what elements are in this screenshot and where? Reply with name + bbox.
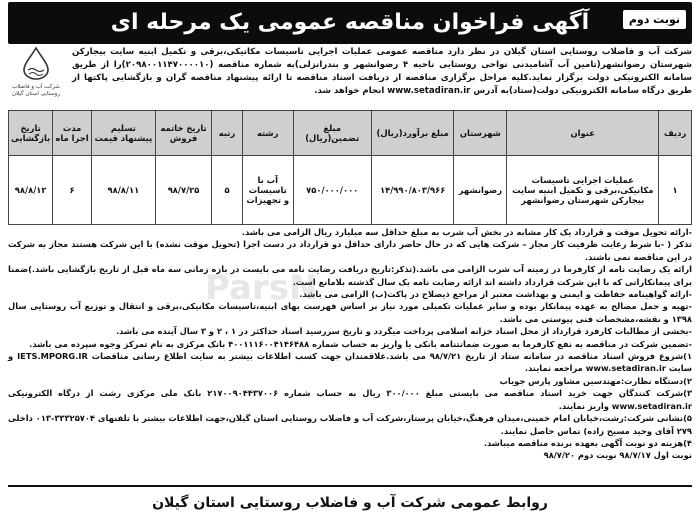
title-bar: [8, 2, 692, 44]
watermark: ParsN: [205, 268, 318, 308]
cell-opening: ۹۸/۸/۱۲: [9, 156, 53, 225]
condition-item: ۴)هزینه دو نوبت آگهی بعهده برنده مناقصه میباشد.: [483, 437, 692, 448]
condition-item: -ارائه گواهینامه حفاظت و ایمنی و بهداشت معتبر از مراجع ذیصلاح در پاکت(ب) الزامی می باشد.: [299, 289, 692, 300]
cell-title: عملیات اجرایی تاسیسات مکانیکی،برقی و تکمیل ابنیه سایت بیجارکن شهرستان رضوانشهر: [507, 156, 659, 225]
condition-item: ارائه یک رضایت نامه از کارفرما در زمینه آب شرب الزامی می باشد.(تذکر:تاریخ دریافت رضایت نامه می بایست در بازه زمانی سه ماه قبل از تاریخ بازگشایی باشد.)ضمنا برای پیمانکارانی که با این شرکت قرارداد داشته اند ارائه رضایت نامه یک سال گذشته بلامانع است.: [8, 264, 692, 287]
condition-item: ۵)نشانی شرکت:رشت،خیابان امام خمینی،میدان فرهنگ،خیابان پرستار،شرکت آب و فاضلاب روستایی استان گیلان،جهت اطلاعات بیشتر با تلفنهای ۳۳۳۲۵۷۰۴-۰۱۳ داخلی ۲۷۹ آقای وحید مسیح زاده) تماس حاصل نمایند.: [8, 413, 692, 436]
intro-paragraph: شرکت آب و فاضلاب روستایی استان گیلان در نظر دارد مناقصه عمومی عملیات اجرایی تاسیسات مکانیکی،برقی و تکمیل ابنیه سایت بیجارکن شهرستان رضوانشهر(تامین آب آشامیدنی نواحی روستایی ناحیه ۴ رضوانشهر و بندرانزلی)به شماره مناقصه (۲۰۹۸۰۰۱۱۴۷۰۰۰۰۱۰)را از طریق سامانه الکترونیکی دولت برگزار نماید.کلیه مراحل برگزاری مناقصه از دریافت اسناد مناقصه تا ارائه پیشنهاد مناقصه گران و بازگشایی پاکتها از طریق درگاه سامانه الکترونیکی دولت(ستاد)به آدرس www.setadiran.ir انجام خواهد شد.: [72, 47, 692, 96]
footer-public-relations: روابط عمومی شرکت آب و فاضلاب روستایی استان گیلان: [152, 495, 548, 511]
header-field: رشته: [242, 111, 293, 156]
cell-estimate: ۱۴/۹۹۰/۸۰۳/۹۶۶: [371, 156, 454, 225]
header-sale-end: تاریخ خاتمه فروش: [155, 111, 211, 156]
condition-item: ۱)شروع فروش اسناد مناقصه در سامانه ستاد از تاریخ ۹۸/۷/۲۱ می باشد.علاقمندان جهت کسب اطلاعات بیشتر به سایت اطلاع رسانی مناقصات IETS.MPORG.IR و سایت www.setadiran.ir مراجعه نمایند.: [8, 351, 693, 374]
header-row-number: ردیف: [659, 111, 692, 156]
header-opening: تاریخ بازگشایی: [9, 111, 53, 156]
condition-item: نوبت اول ۹۸/۷/۱۷ نوبت دوم ۹۸/۷/۲۰: [543, 450, 692, 461]
header-city: شهرستان: [454, 111, 507, 156]
header-duration: مدت اجرا ماه: [53, 111, 92, 156]
header-title: عنوان: [507, 111, 659, 156]
condition-item: ۳)شرکت کنندگان جهت خرید اسناد مناقصه می بایستی مبلغ ۳۰۰/۰۰۰ ریال به حساب شماره ۲۱۷۰۰۹۰۴۴۳۷۰۰۶ بانک ملی مرکزی رشت از درگاه الکترونیکی www.setadiran.ir واریز نمایند.: [8, 388, 693, 411]
cell-grade: ۵: [212, 156, 243, 225]
cell-field: آب با تاسیسات و تجهیزات: [242, 156, 293, 225]
water-drop-logo-icon: [16, 46, 56, 80]
round-tag: نوبت دوم: [623, 10, 686, 29]
header-grade: رتبه: [212, 111, 243, 156]
cell-row-number: ۱: [659, 156, 692, 225]
cell-duration: ۶: [53, 156, 92, 225]
cell-sale-end: ۹۸/۷/۲۵: [155, 156, 211, 225]
header-submission: تسلیم پیشنهاد قیمت: [91, 111, 155, 156]
cell-submission: ۹۸/۸/۱۱: [91, 156, 155, 225]
condition-item: -تضمین شرکت در مناقصه به نفع کارفرما به صورت ضمانتنامه بانکی یا واریز به حساب شماره ۴۰۰۱۱۱۶۰۰۴۱۴۶۴۸۸ بانک مرکزی به نام تمرکز وجوه سپرده می باشد.: [29, 338, 692, 349]
tender-table: [8, 110, 692, 225]
conditions-list: [8, 226, 692, 462]
cell-guarantee: ۷۵۰/۰۰۰/۰۰۰: [293, 156, 371, 225]
condition-item: -ارائه تحویل موقت و قرارداد یک کار مشابه در بخش آب شرب به مبلغ حداقل سه میلیارد ریال الزامی می باشد.: [241, 227, 692, 237]
header-guarantee: مبلغ تضمین(ریال): [293, 111, 371, 156]
condition-item: ۲)دستگاه نظارت:مهندسین مشاور پارس جویاب: [499, 375, 692, 386]
condition-item: تذکر ( -با شرط رعایت ظرفیت کار مجاز – شرکت هایی که در حال حاضر دارای حداقل دو قرارداد در دست اجرا (تحویل موقت نشده) با این شرکت هستند مجاز به شرکت در این مناقصه نمی باشند.: [8, 239, 692, 262]
footer-divider: [8, 485, 692, 487]
condition-item: -بخشی از مطالبات کارفرد قرارداد از محل اسناد خزانه اسلامی پرداخت میگردد و تاریخ سررسید اسناد حداکثر در ۱ ، ۲ و ۳ سال آینده می باشد.: [116, 326, 692, 337]
table-row: [9, 156, 692, 225]
cell-city: رضوانشهر: [454, 156, 507, 225]
notice-title: آگهی فراخوان مناقصه عمومی یک مرحله ای: [110, 10, 590, 35]
header-estimate: مبلغ برآورد(ریال): [371, 111, 454, 156]
company-logo: [4, 46, 68, 98]
condition-item: -تهیه و حمل مصالح به عهده پیمانکار بوده و سایر عملیات تکمیلی مورد نیاز بر اساس فهرست بهای ابنیه،تاسیسات مکانیکی،برقی و انتقال و توزیع آب روستایی سال ۱۳۹۸ و نقشه،مشخصات فنی پیوستی می باشد.: [8, 301, 692, 324]
logo-caption: شرکت آب و فاضلاب روستایی استان گیلان: [12, 84, 60, 97]
